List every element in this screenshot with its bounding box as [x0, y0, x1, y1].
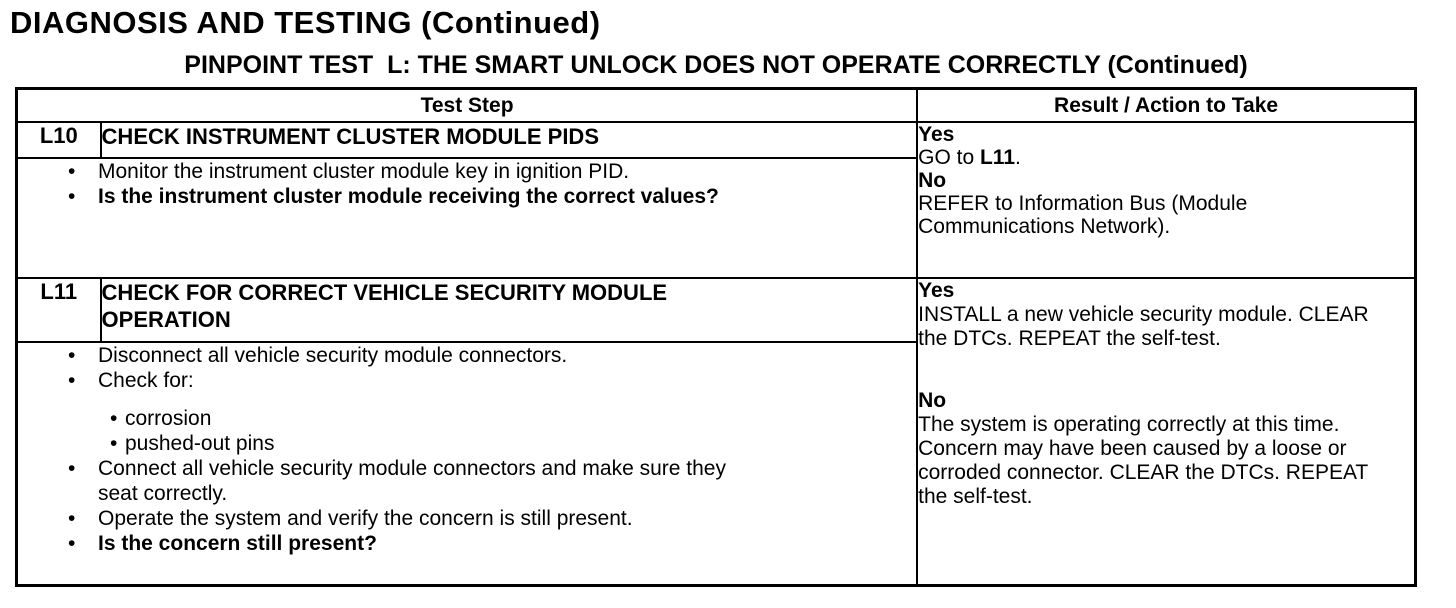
bullet-icon: •: [68, 369, 76, 392]
sub-list-item: [18, 431, 916, 456]
bullet-icon: •: [68, 532, 76, 555]
yes-label: Yes: [918, 279, 955, 302]
step-title-l10: [101, 122, 918, 158]
bullet-icon: •: [68, 185, 76, 208]
no-action: The system is operating correctly at this time. Concern may have been caused by a loose or corroded connector. CLEAR the DTCs. REPEAT the self-test.: [918, 413, 1368, 508]
step-title-text: CHECK INSTRUMENT CLUSTER MODULE PIDS: [101, 124, 599, 149]
bullet-icon: •: [68, 344, 76, 367]
header-cell-test-step: Test Step: [17, 89, 918, 123]
bullet-icon: •: [68, 160, 76, 183]
no-label: No: [918, 169, 947, 192]
pinpoint-test-title: PINPOINT TEST L: THE SMART UNLOCK DOES NOT OPERATE CORRECTLY (Continued): [184, 51, 1248, 79]
step-row-l11-title: [17, 278, 1416, 342]
bullet-icon: •: [68, 457, 76, 480]
page-heading: DIAGNOSIS AND TESTING (Continued): [10, 5, 601, 40]
yes-action-text: GO to: [918, 146, 980, 169]
bullet-icon: •: [68, 507, 76, 530]
yes-action: [918, 146, 1414, 169]
step-reference: L11: [979, 146, 1016, 169]
list-item: [18, 343, 916, 368]
sub-bullet-text: pushed-out pins: [125, 432, 275, 455]
step-title-l11: [101, 278, 918, 342]
header-cell-result: Result / Action to Take: [917, 89, 1415, 123]
list-item: [18, 159, 916, 184]
bullet-text: Connect all vehicle security module connectors and make sure they seat correctly.: [98, 457, 726, 505]
result-cell-l11: [917, 278, 1415, 586]
step-id-l10: L10: [17, 122, 101, 158]
bullet-text-question: Is the concern still present?: [98, 532, 377, 555]
no-label: No: [918, 389, 947, 412]
list-item: [18, 531, 916, 556]
bullet-text: Operate the system and verify the concern is still present.: [98, 507, 633, 530]
pinpoint-test-table: [15, 87, 1417, 587]
sub-bullet-text: corrosion: [125, 407, 212, 430]
yes-label: Yes: [918, 123, 955, 146]
bullet-text: Check for:: [98, 369, 194, 392]
sub-list: [18, 406, 916, 456]
list-item: [18, 506, 916, 531]
bullet-icon: •: [110, 407, 118, 430]
list-item: [18, 368, 916, 393]
bullet-text-question: Is the instrument cluster module receiving the correct values?: [98, 185, 719, 208]
step-id-l11: L11: [17, 278, 101, 342]
table-header-row: [17, 89, 1416, 123]
list-item: [18, 184, 916, 209]
step-row-l10-title: [17, 122, 1416, 158]
bullet-text: Monitor the instrument cluster module key in ignition PID.: [98, 160, 630, 183]
yes-action: INSTALL a new vehicle security module. CLEAR the DTCs. REPEAT the self-test.: [918, 303, 1369, 350]
no-action: REFER to Information Bus (Module Communications Network).: [918, 192, 1248, 238]
bullet-text: Disconnect all vehicle security module connectors.: [98, 344, 568, 367]
step-bullets-l11: [17, 342, 918, 586]
step-bullets-l10: [17, 158, 918, 278]
step-title-text: CHECK FOR CORRECT VEHICLE SECURITY MODULE OPERATION: [101, 280, 668, 332]
sub-list-item: [18, 406, 916, 431]
yes-action-period: .: [1015, 146, 1021, 169]
bullet-icon: •: [110, 432, 118, 455]
list-item: [18, 456, 916, 506]
result-cell-l10: [917, 122, 1415, 278]
